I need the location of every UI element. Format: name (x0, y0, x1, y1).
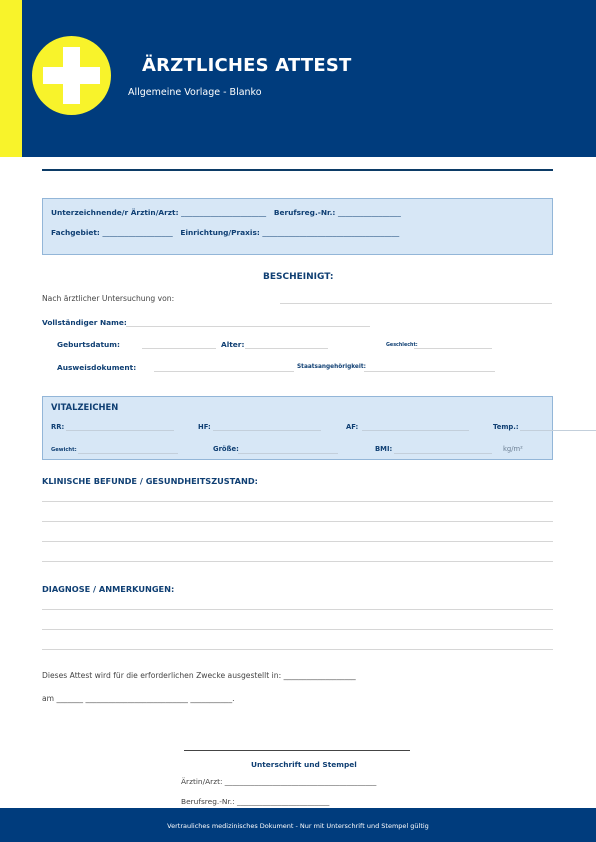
hf-field[interactable] (213, 430, 321, 431)
document-title: ÄRZTLICHES ATTEST (142, 55, 352, 76)
signature-reg-text[interactable]: Berufsreg.-Nr.: _________________________ (181, 797, 330, 806)
issuer-box (42, 198, 553, 255)
diagnosis-line[interactable] (42, 649, 553, 650)
exam-field[interactable] (280, 303, 552, 304)
findings-line[interactable] (42, 521, 553, 522)
issue-purpose-text[interactable]: Dieses Attest wird für die erforderlichen Zwecke ausgestellt in: ___________________ (42, 671, 356, 680)
fullname-label: Vollständiger Name: (42, 318, 127, 327)
vitals-box (42, 396, 553, 460)
bmi-unit: kg/m² (503, 445, 523, 453)
signature-label: Unterschrift und Stempel (251, 760, 357, 769)
gender-field[interactable] (414, 348, 492, 349)
nationality-field[interactable] (364, 371, 495, 372)
bmi-label: BMI: (375, 445, 393, 453)
temp-field[interactable] (520, 430, 596, 431)
footer-text: Vertrauliches medizinisches Dokument - Nur mit Unterschrift und Stempel gültig (167, 822, 429, 830)
id-document-field[interactable] (154, 371, 294, 372)
header-banner (0, 0, 596, 157)
gender-label: Geschlecht: (386, 343, 418, 348)
age-field[interactable] (245, 348, 328, 349)
certifies-heading: BESCHEINIGT: (263, 272, 334, 282)
weight-field[interactable] (78, 453, 178, 454)
hf-label: HF: (198, 423, 211, 431)
bmi-field[interactable] (394, 453, 492, 454)
weight-label: Gewicht: (51, 447, 77, 453)
doctor-label: Unterzeichnende/r Ärztin/Arzt: (51, 208, 179, 217)
header-divider (42, 169, 553, 171)
issue-date-text[interactable]: am _______ ___________________________ ___________. (42, 694, 235, 703)
signature-line[interactable] (184, 750, 410, 751)
practice-label: Einrichtung/Praxis: (180, 228, 260, 237)
age-label: Alter: (221, 340, 245, 349)
findings-heading: KLINISCHE BEFUNDE / GESUNDHEITSZUSTAND: (42, 476, 258, 486)
id-document-label: Ausweisdokument: (57, 363, 137, 372)
findings-line[interactable] (42, 561, 553, 562)
findings-line[interactable] (42, 541, 553, 542)
diagnosis-heading: DIAGNOSE / ANMERKUNGEN: (42, 584, 175, 594)
exam-label: Nach ärztlicher Untersuchung von: (42, 294, 175, 303)
findings-line[interactable] (42, 501, 553, 502)
specialty-label: Fachgebiet: (51, 228, 100, 237)
rr-label: RR: (51, 423, 65, 431)
temp-label: Temp.: (493, 423, 519, 431)
rr-field[interactable] (66, 430, 174, 431)
accent-bar (0, 0, 22, 157)
height-label: Größe: (213, 445, 239, 453)
document-subtitle: Allgemeine Vorlage - Blanko (128, 87, 262, 98)
footer-banner (0, 808, 596, 842)
vitals-heading: VITALZEICHEN (51, 402, 119, 412)
signature-doctor-text[interactable]: Ärztin/Arzt: _________________________________________ (181, 777, 377, 786)
medical-cross-icon (32, 36, 111, 115)
height-field[interactable] (238, 453, 338, 454)
birthdate-label: Geburtsdatum: (57, 340, 120, 349)
nationality-label: Staatsangehörigkeit: (297, 364, 366, 370)
fullname-field[interactable] (126, 326, 370, 327)
specialty-field[interactable]: ___________________ (102, 228, 173, 237)
af-label: AF: (346, 423, 359, 431)
af-field[interactable] (362, 430, 469, 431)
diagnosis-line[interactable] (42, 609, 553, 610)
practice-field[interactable]: _____________________________________ (262, 228, 400, 237)
reg-label: Berufsreg.-Nr.: (273, 208, 336, 217)
doctor-field[interactable]: _______________________ (181, 208, 267, 217)
diagnosis-line[interactable] (42, 629, 553, 630)
birthdate-field[interactable] (142, 348, 216, 349)
reg-field[interactable]: _________________ (337, 208, 401, 217)
